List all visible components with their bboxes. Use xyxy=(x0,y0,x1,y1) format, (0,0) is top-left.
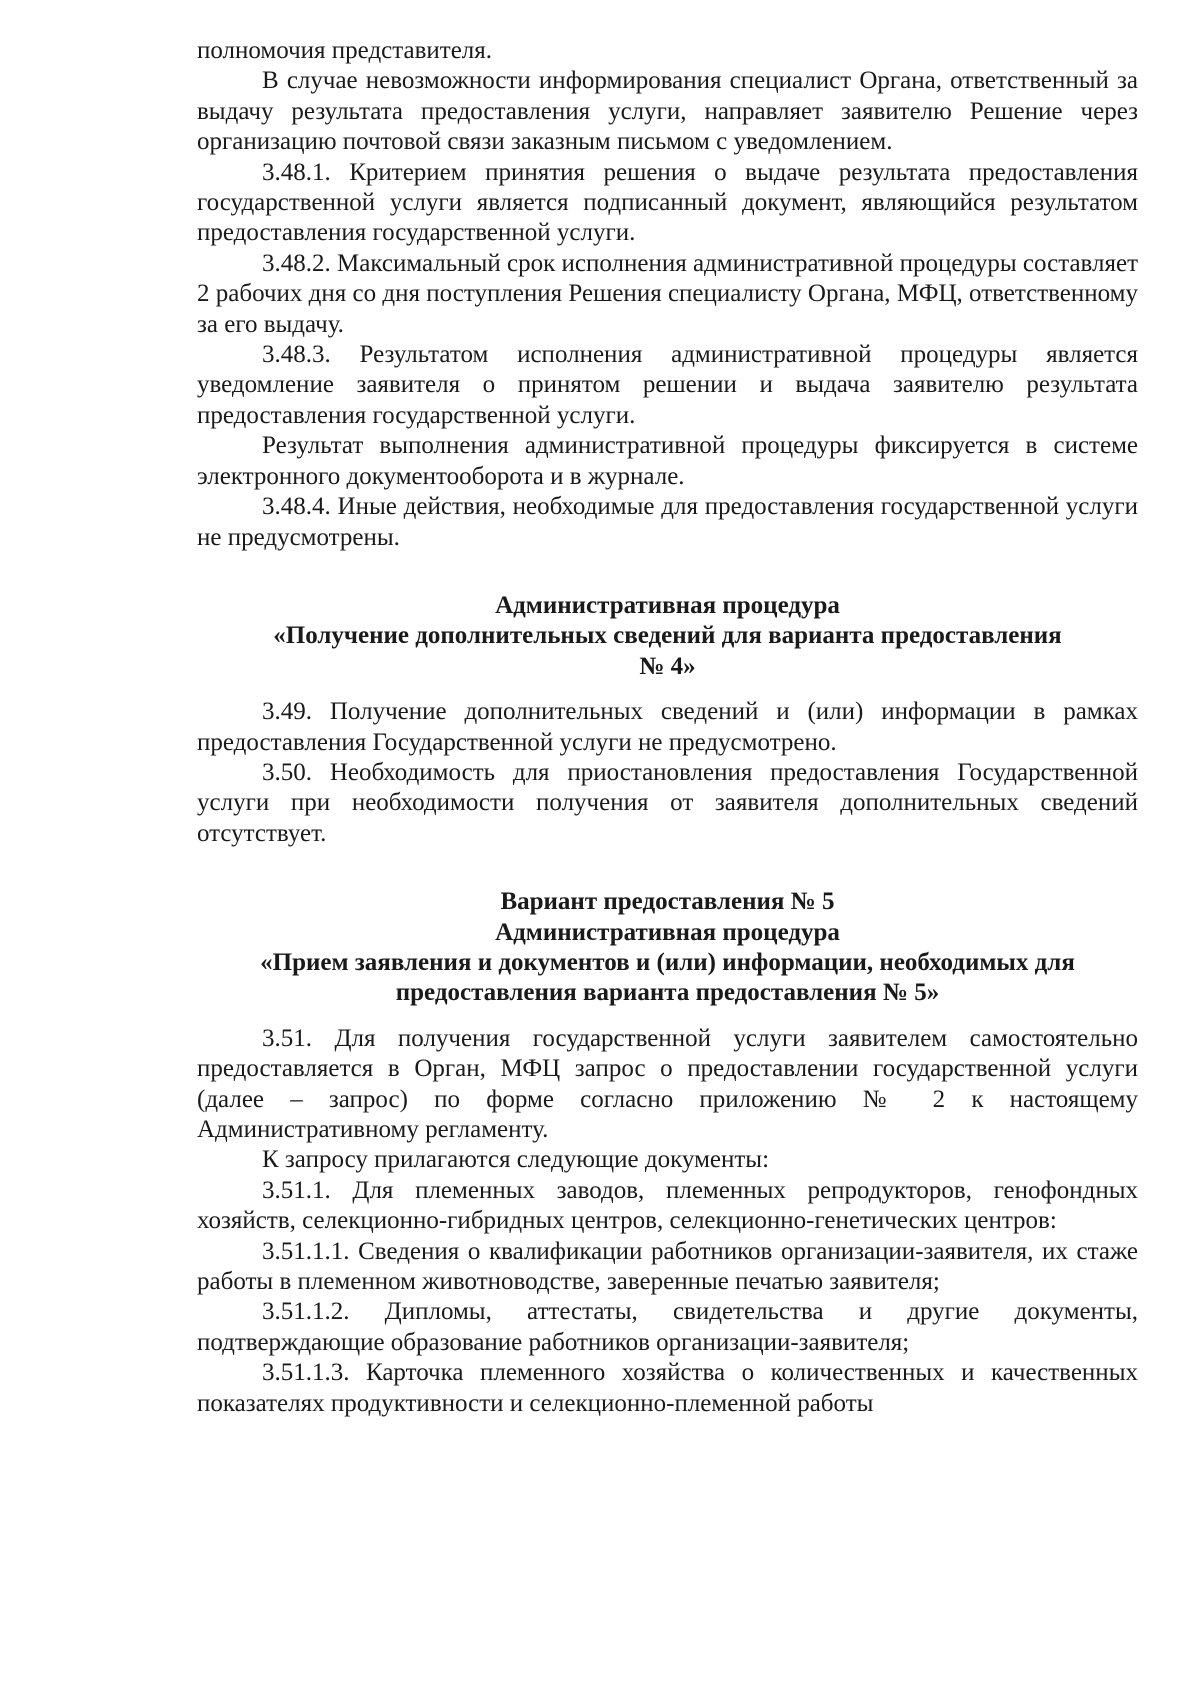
paragraph-3-51-1-2: 3.51.1.2. Дипломы, аттестаты, свидетельства и другие документы, подтверждающие образование работников организации-заявителя; xyxy=(197,1298,1138,1356)
paragraph-3-51-1-3: 3.51.1.3. Карточка племенного хозяйства о количественных и качественных показателях продуктивности и селекционно-племенной работы xyxy=(197,1359,1138,1417)
heading-line: предоставления варианта предоставления № 5» xyxy=(395,979,940,1007)
paragraph-3-51-1-1: 3.51.1.1. Сведения о квалификации работников организации-заявителя, их стаже работы в племенном животноводстве, заверенные печатью заявителя; xyxy=(197,1237,1138,1296)
paragraph-3-48-3: 3.48.3. Результатом исполнения административной процедуры является уведомление заявителя о принятом решении и выдача заявителю результата предоставления государственной услуги. xyxy=(197,341,1138,429)
heading-line: «Получение дополнительных сведений для варианта предоставления xyxy=(273,622,1062,650)
paragraph-3-50: 3.50. Необходимость для приостановления предоставления Государственной услуги при необходимости получения от заявителя дополнительных сведений отсутствует. xyxy=(197,758,1138,847)
paragraph: Результат выполнения административной процедуры фиксируется в системе электронного документооборота и в журнале. xyxy=(197,432,1138,490)
paragraph-3-49: 3.49. Получение дополнительных сведений и (или) информации в рамках предоставления Государственной услуги не предусмотрено. xyxy=(197,698,1138,756)
spacer xyxy=(197,1009,1138,1024)
heading-line: № 4» xyxy=(639,652,696,680)
spacer xyxy=(197,849,1138,887)
paragraph-3-48-4: 3.48.4. Иные действия, необходимые для предоставления государственной услуги не предусмотрены. xyxy=(197,493,1138,551)
section-heading-variant-5 xyxy=(197,887,1138,1009)
paragraph: В случае невозможности информирования специалист Органа, ответственный за выдачу результата предоставления услуги, направляет заявителю Решение через организацию почтовой связи заказным письмом с уведомлением. xyxy=(197,67,1138,156)
heading-line: Вариант предоставления № 5 xyxy=(500,888,835,916)
paragraph: полномочия представителя. xyxy=(197,37,493,64)
section-heading-procedure-4 xyxy=(197,591,1138,682)
spacer xyxy=(197,553,1138,591)
spacer xyxy=(197,682,1138,697)
paragraph-3-48-2: 3.48.2. Максимальный срок исполнения административной процедуры составляет 2 рабочих дня со дня поступления Решения специалисту Органа, МФЦ, ответственному за его выдачу. xyxy=(197,249,1139,338)
paragraph-3-48-1: 3.48.1. Критерием принятия решения о выдаче результата предоставления государственной услуги является подписанный документ, являющийся результатом предоставления государственной услуги. xyxy=(197,158,1138,247)
heading-line: Административная процедура xyxy=(495,591,840,619)
heading-line: «Прием заявления и документов и (или) информации, необходимых для xyxy=(260,948,1075,976)
paragraph-3-51-1: 3.51.1. Для племенных заводов, племенных репродукторов, генофондных хозяйств, селекционно-гибридных центров, селекционно-генетических центров: xyxy=(197,1176,1138,1235)
paragraph-3-51: 3.51. Для получения государственной услуги заявителем самостоятельно предоставляется в Орган, МФЦ запрос о предоставлении государственной услуги (далее – запрос) по форме согласно приложению № 2 к настоящему Административному регламенту. xyxy=(197,1024,1138,1143)
heading-line: Административная процедура xyxy=(495,918,840,946)
paragraph: К запросу прилагаются следующие документы: xyxy=(262,1146,770,1174)
document-body xyxy=(197,36,1138,1419)
